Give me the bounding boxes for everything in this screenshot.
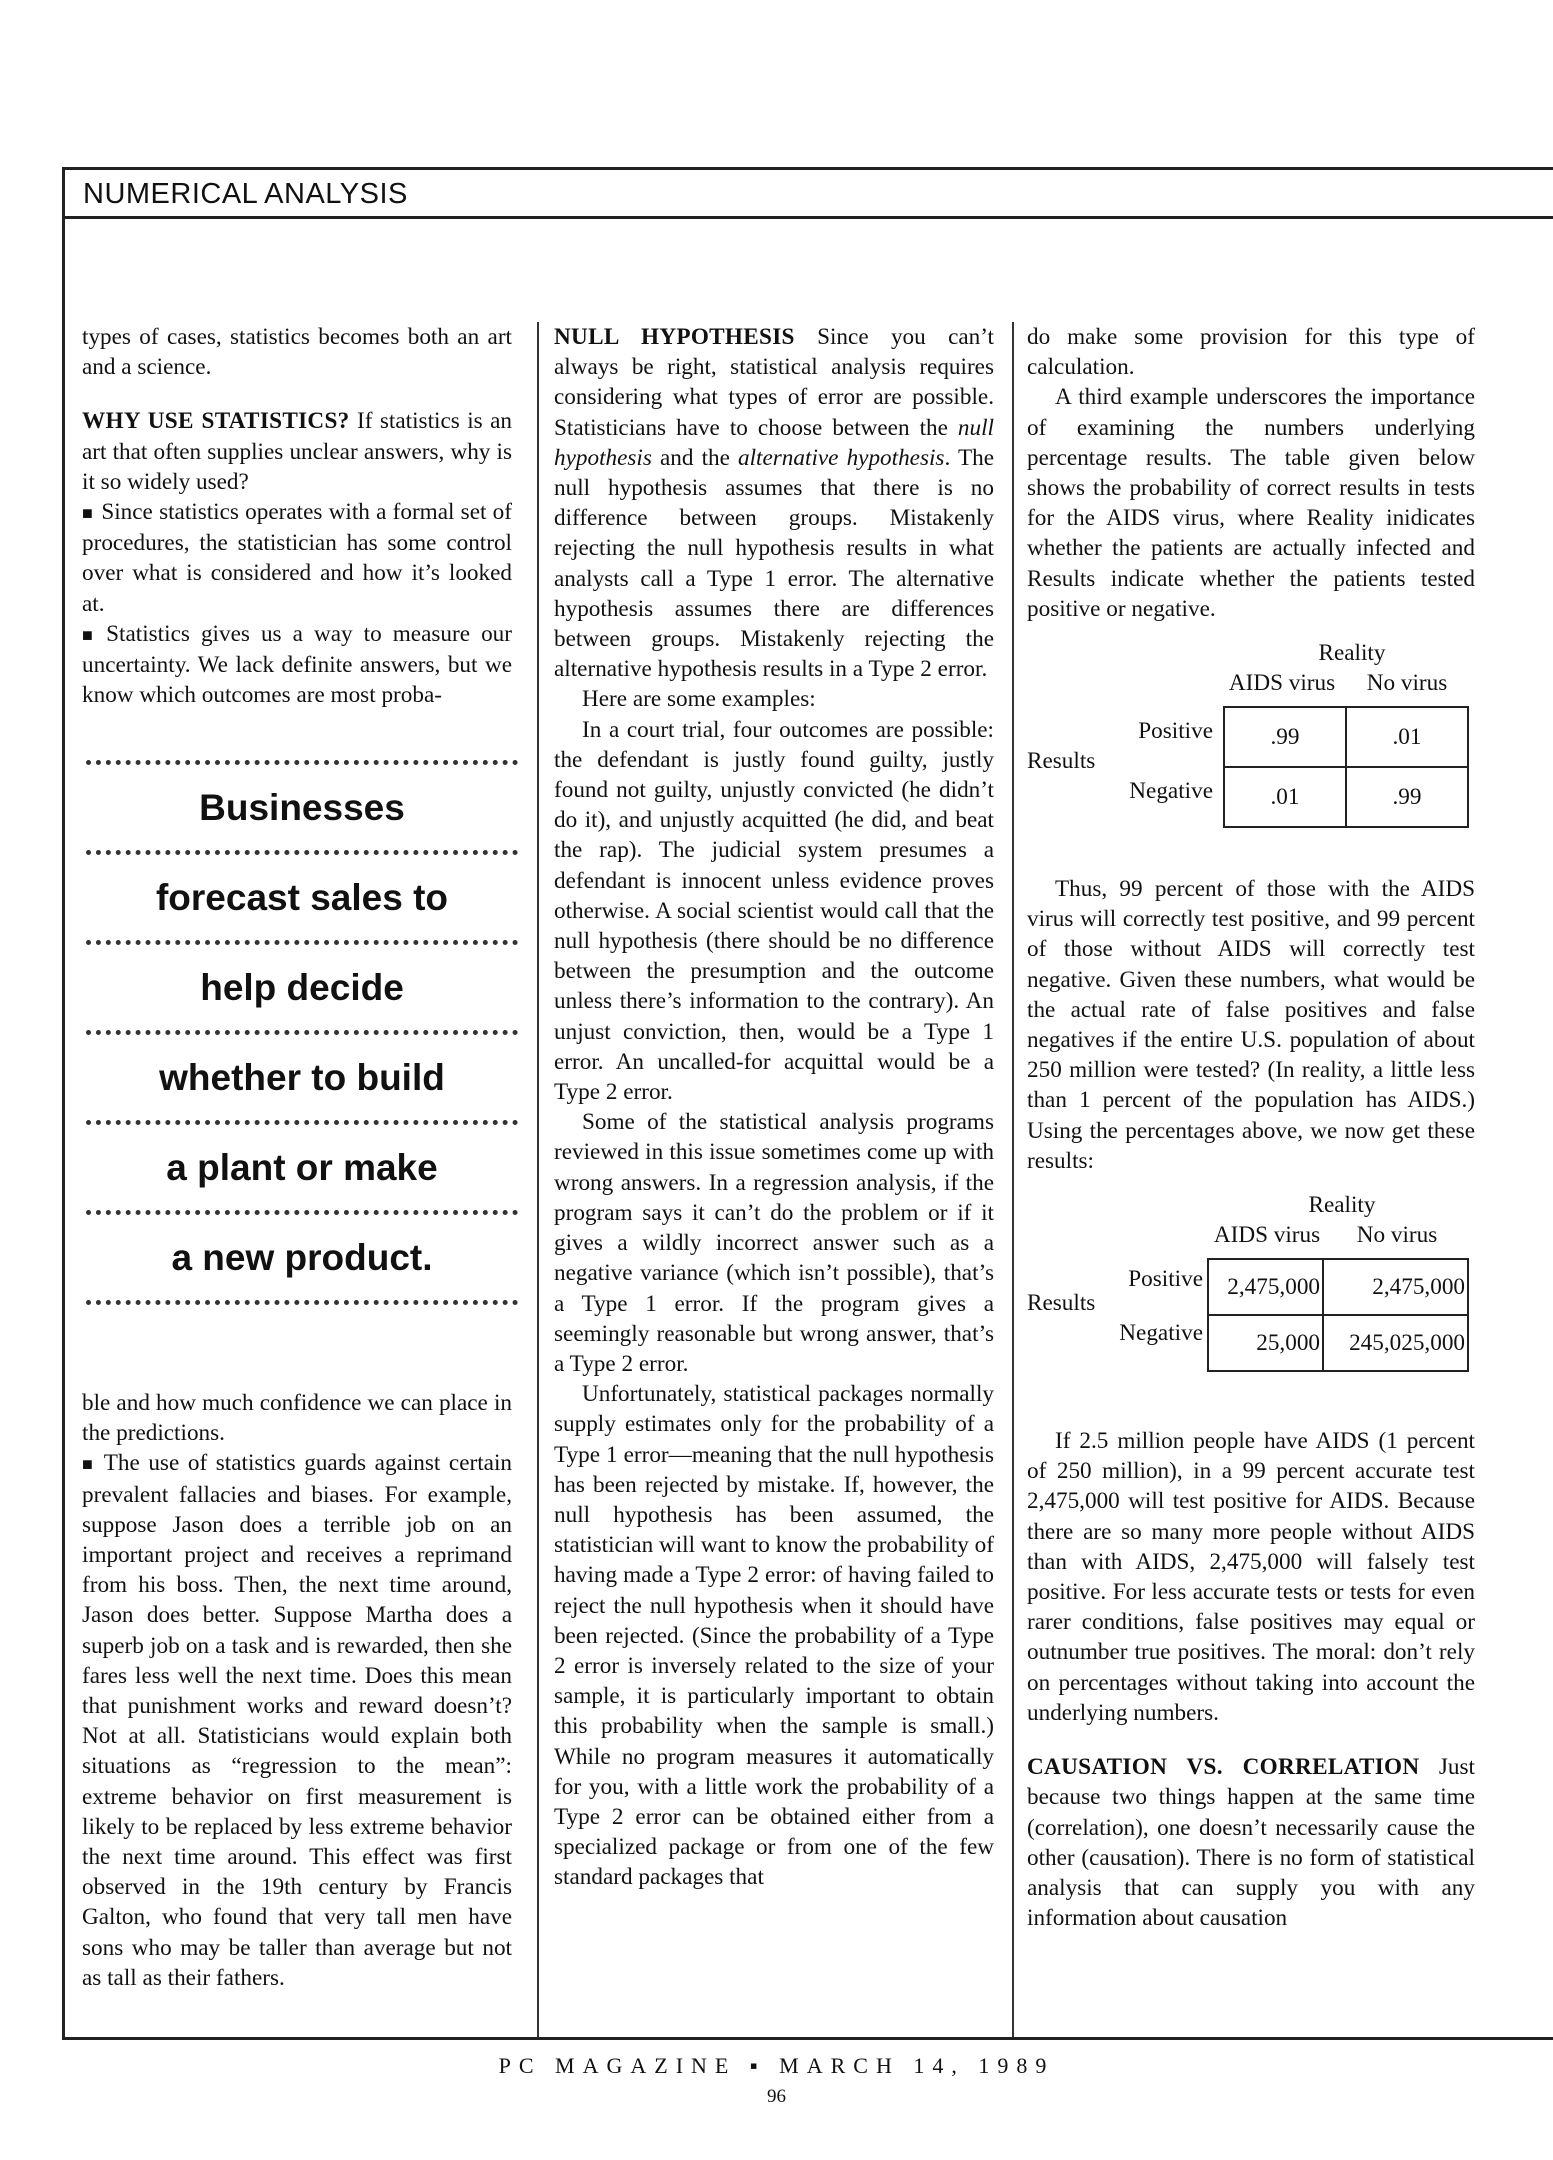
paragraph [1027, 1752, 1475, 1933]
column-1-bottom [82, 1388, 512, 1993]
section-title: NUMERICAL ANALYSIS [83, 178, 408, 210]
table-reality-label: Reality [1318, 640, 1386, 667]
table-row-head: Positive [1128, 1266, 1203, 1293]
page-number: 96 [767, 2086, 786, 2107]
table-col-head: AIDS virus [1228, 670, 1336, 697]
table-results-label: Results [1027, 748, 1096, 775]
column-1-top [82, 322, 512, 710]
table-row [1208, 1259, 1468, 1315]
bullet-item: ■ Statistics gives us a way to measure our uncertainty. We lack definite answers, but we know which outcomes are most proba- [82, 619, 512, 711]
table-col-head: AIDS virus [1213, 1222, 1321, 1249]
table-cell: 2,475,000 [1323, 1259, 1468, 1315]
paragraph-text: If statistics is an art that often supplies unclear answers, why is it so widely used? [82, 408, 512, 495]
probability-table [1027, 638, 1475, 874]
table-reality-label: Reality [1308, 1192, 1376, 1219]
subhead-causation-vs-correlation: CAUSATION VS. CORRELATION [1027, 1754, 1420, 1781]
bullet-item: ■ Since statistics operates with a formal set of procedures, the statistician has some control over what is considered and how it’s looked at. [82, 497, 512, 619]
pull-quote-line: a new product. [171, 1237, 433, 1278]
paragraph: types of cases, statistics becomes both an art and a science. [82, 324, 512, 381]
footer-publication: PC MAGAZINE ▪ MARCH 14, 1989 [498, 2053, 1055, 2078]
column-rule [537, 322, 539, 2037]
paragraph: do make some provision for this type of calculation. [1027, 324, 1475, 381]
table-cell: .99 [1224, 707, 1346, 767]
column-2 [554, 322, 994, 1893]
pull-quote-line: whether to build [159, 1057, 445, 1098]
table-row [1208, 1315, 1468, 1371]
table-cell: .01 [1224, 767, 1346, 827]
table-row-head: Negative [1129, 778, 1213, 805]
paragraph [82, 406, 512, 497]
table-cell: 25,000 [1208, 1315, 1323, 1371]
paragraph: In a court trial, four outcomes are possible: the defendant is justly found guilty, justly found not guilty, unjustly convicted (he didn’t do it), and unjustly acquitted (he did, and beat the rap). The judicial system presumes a defendant is innocent unless evidence proves otherwise. A social scientist would call that the null hypothesis (there should be no difference between the presumption and the outcome unless there’s information to the contrary). An unjust conviction, then, would be a Type 1 error. An uncalled-for acquittal would be a Type 2 error. [554, 716, 994, 1106]
table-cell: .99 [1346, 767, 1468, 827]
paragraph: If 2.5 million people have AIDS (1 percent of 250 million), in a 99 percent accurate test 2,475,000 will test positive for AIDS. Because there are so many more people without AIDS than with AIDS, 2,475,000 will falsely test positive. For less accurate tests or tests for even rarer conditions, false positives may equal or outnumber true positives. The moral: don’t rely on percentages without taking into account the underlying numbers. [1027, 1428, 1475, 1726]
table-col-head: No virus [1356, 1222, 1438, 1249]
table-cell: 2,475,000 [1208, 1259, 1323, 1315]
paragraph-text: . The null hypothesis assumes that there is no difference between groups. Mistakenly rejecting the null hypothesis results in what analysts call a Type 1 error. The alternative hypothesis assumes there are differences between groups. Mistakenly rejecting the alternative hypothesis results in a Type 2 error. [554, 444, 994, 683]
subhead-why-use-statistics: WHY USE STATISTICS? [82, 408, 350, 435]
table-results-label: Results [1027, 1290, 1096, 1317]
term-alternative-hypothesis: alternative hypothesis [738, 444, 945, 471]
column-rule [1012, 322, 1014, 2037]
table-cell: .01 [1346, 707, 1468, 767]
table-row [1224, 707, 1468, 767]
subhead-null-hypothesis: NULL HYPOTHESIS [554, 324, 795, 350]
table-cell: 245,025,000 [1323, 1315, 1468, 1371]
pull-quote-line: help decide [200, 967, 404, 1008]
term-null-hypothesis: null hypothesis [554, 414, 994, 471]
paragraph [554, 322, 994, 684]
paragraph: A third example underscores the importance of examining the numbers underlying percentage results. The table given below shows the probability of correct results in tests for the AIDS virus, where Reality inidicates whether the patients are actually infected and Results indicate whether the patients tested positive or negative. [1027, 384, 1475, 622]
paragraph: Here are some examples: [582, 686, 816, 713]
paragraph: ble and how much confidence we can place in the predictions. [82, 1390, 512, 1447]
section-header [62, 167, 1553, 219]
column-3 [1027, 322, 1475, 1933]
table-row-head: Positive [1138, 718, 1213, 745]
pull-quote [82, 760, 522, 1340]
table-grid [1223, 706, 1469, 828]
paragraph-text: and the [651, 444, 739, 471]
bullet-item: ■ The use of statistics guards against certain prevalent fallacies and biases. For example, suppose Jason does a terrible job on an important project and receives a reprimand from his boss. Then, the next time around, Jason does better. Suppose Martha does a superb job on a task and is rewarded, then she fares less well the next time. Does this mean that punishment works and reward doesn’t? Not at all. Statisticians would explain both situations as “regression to the mean”: extreme behavior on first measurement is likely to be replaced by less extreme behavior the next time around. This effect was first observed in the 19th century by Francis Galton, who found that very tall men have sons who may be taller than average but not as tall as their fathers. [82, 1448, 512, 1993]
dotted-divider [86, 1300, 518, 1305]
table-row [1224, 767, 1468, 827]
paragraph: Unfortunately, statistical packages normally supply estimates only for the probability of a Type 1 error—meaning that the null hypothesis has been rejected by mistake. If, however, the null hypothesis has been assumed, the statistician will want to know the probability of having made a Type 2 error: of having failed to reject the null hypothesis when it should have been rejected. (Since the probability of a Type 2 error is inversely related to the size of your sample, it is particularly important to obtain this probability when the sample is small.) While no program measures it automatically for you, with a little work the probability of a Type 2 error can be obtained either from a specialized package or from one of the few standard packages that [554, 1381, 994, 1891]
table-grid [1207, 1258, 1469, 1372]
pull-quote-line: forecast sales to [155, 877, 449, 918]
pull-quote-line: Businesses [199, 787, 405, 828]
paragraph-text: Since you can’t always be right, statistical analysis requires considering what types of error are possible. Statisticians have to choose between the [554, 324, 994, 441]
paragraph-text: Just because two things happen at the same time (correlation), one doesn’t necessarily cause the other (causation). There is no form of statistical analysis that can supply you with any information about causation [1027, 1754, 1475, 1932]
table-col-head: No virus [1366, 670, 1448, 697]
pull-quote-line: a plant or make [166, 1147, 438, 1188]
paragraph: Thus, 99 percent of those with the AIDS virus will correctly test positive, and 99 percent of those without AIDS will correctly test negative. Given these numbers, what would be the actual rate of false positives and false negatives if the entire U.S. population of about 250 million were tested? (In reality, a little less than 1 percent of the population has AIDS.) Using the percentages above, we now get these results: [1027, 876, 1475, 1174]
table-row-head: Negative [1119, 1320, 1203, 1347]
population-table [1027, 1190, 1475, 1426]
paragraph: Some of the statistical analysis programs reviewed in this issue sometimes come up with wrong answers. In a regression analysis, if the program says it can’t do the problem or if it gives a wildly incorrect answer such as a negative variance (which isn’t possible), that’s a Type 1 error. If the program gives a seemingly reasonable but wrong answer, that’s a Type 2 error. [554, 1109, 994, 1377]
